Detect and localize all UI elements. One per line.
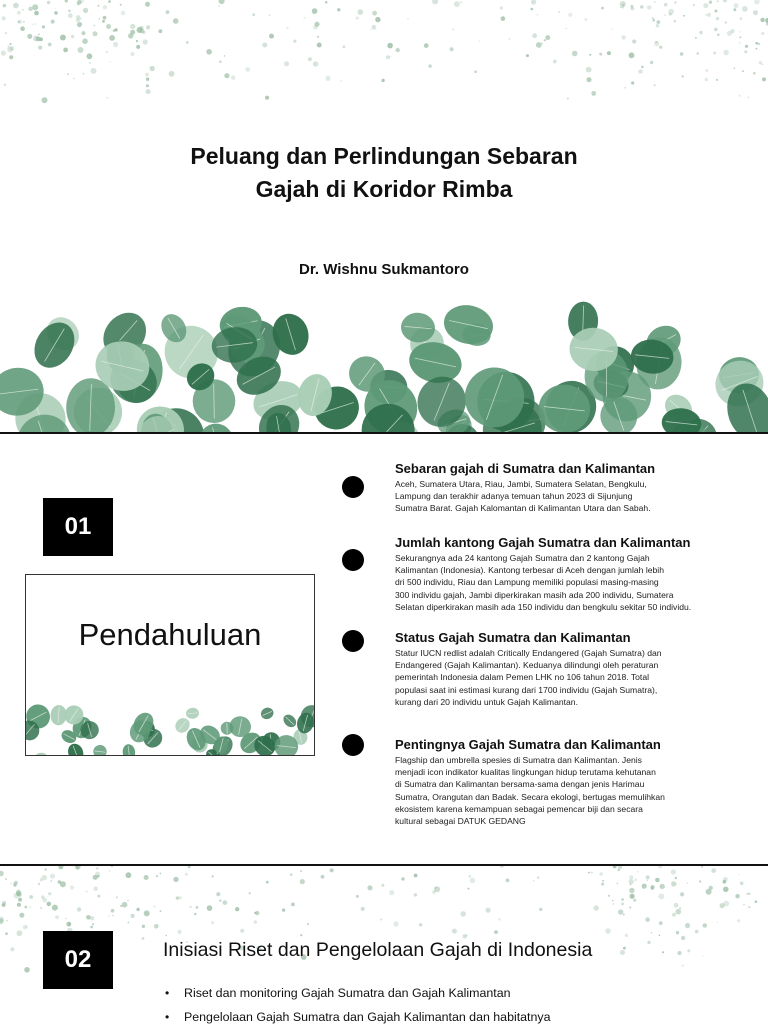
info-item-body [395,754,755,827]
presentation-title [0,140,768,206]
info-item-jumlah-kantong [395,535,755,613]
body-line: Lampung dan terakhir adanya temuan tahun 2023 di Sijunjung [395,491,633,502]
body-line: di Sumatra dan Kalimantan bersama-sama dengan jenis Harimau [395,779,645,790]
title-slide [0,0,768,434]
bullet-dot [342,549,364,571]
info-item-heading: Sebaran gajah di Sumatra dan Kalimantan [395,461,656,476]
body-line: dri 500 individu, Riau dan Lampung memiliki populasi masing-masing [395,577,659,588]
info-item-heading: Jumlah kantong Gajah Sumatra dan Kalimantan [395,535,691,550]
body-line: ekosistem karena kemampuan sebagai pemencar biji dan secara [395,803,643,814]
list-item: • Pengelolaan Gajah Sumatra dan Gajah Kalimantan dan habitatnya [165,1008,550,1024]
author-name: Dr. Wishnu Sukmantoro [299,261,469,278]
body-line: menjadi icon indikator kualitas lingkungan hidup terutama kehutanan [395,767,656,778]
section-number-badge: 02 [43,931,113,989]
body-line: Kalimantan (Indonesia). Kantong terbesar di Aceh dengan jumlah lebih [395,565,664,576]
title-line-2: Gajah di Koridor Rimba [255,176,513,202]
slide-title: Inisiasi Riset dan Pengelolaan Gajah di Indonesia [163,939,593,961]
body-line: populasi saat ini estimasi kurang dari 1700 individu (Gajah Sumatra), [395,684,658,695]
info-item-body [395,647,755,708]
body-line: 300 individu gajah, Jambi diperkirakan masih ada 200 individu, Sumatera [395,589,674,600]
body-line: Flagship dan umbrella spesies di Sumatra dan Kalimantan. Jenis [395,755,642,765]
info-item-pentingnya [395,737,755,827]
research-initiation-slide [0,866,768,1024]
info-item-sebaran [395,461,755,515]
section-number-badge: 01 [43,498,113,556]
bullet-list [165,984,550,1024]
section-title-card [25,574,315,756]
bullet-dot [342,476,364,498]
body-line: Sumatra Barat. Gajah Kalomantan di Kalimantan Utara dan Sabah. [395,503,651,514]
list-item: • Riset dan monitoring Gajah Sumatra dan Gajah Kalimantan [165,984,550,1008]
introduction-slide [0,434,768,866]
info-item-status [395,630,755,708]
body-line: Statur IUCN redlist adalah Critically Endangered (Gajah Sumatra) dan [395,648,662,658]
info-item-heading: Pentingnya Gajah Sumatra dan Kalimantan [395,737,661,752]
body-line: Sumatra, Orangutan dan Badak. Secara ekologi, bertugas memulihkan [395,791,665,802]
body-line: Sekurangnya ada 24 kantong Gajah Sumatra dan 2 kantong Gajah [395,553,650,563]
section-title: Pendahuluan [78,617,262,652]
body-line: pemerintah Indonesia dalam Pemen LHK no 106 tahun 2018. Total [395,672,650,683]
bullet-dot [342,630,364,652]
body-line: kultural sebagai DATUK GEDANG [395,816,526,827]
body-line: kurang dari 20 individu untuk Gajah Kalimantan. [395,696,578,707]
info-item-body [395,552,755,613]
watercolor-splatter-decoration [0,0,768,110]
body-line: Endangered (Gajah Kalimantan). Keduanya dilindungi oleh peraturan [395,660,659,671]
body-line: Selatan diperkirakan masih ada 150 individu dan bengkulu sekitar 50 individu. [395,601,692,612]
eucalyptus-leaves-decoration [0,284,768,432]
eucalyptus-leaves-decoration [26,697,314,755]
body-line: Aceh, Sumatera Utara, Riau, Jambi, Sumatera Selatan, Bengkulu, [395,479,647,489]
bullet-dot [342,734,364,756]
title-line-1: Peluang dan Perlindungan Sebaran [190,143,578,169]
info-item-body [395,478,755,515]
info-item-heading: Status Gajah Sumatra dan Kalimantan [395,630,631,645]
